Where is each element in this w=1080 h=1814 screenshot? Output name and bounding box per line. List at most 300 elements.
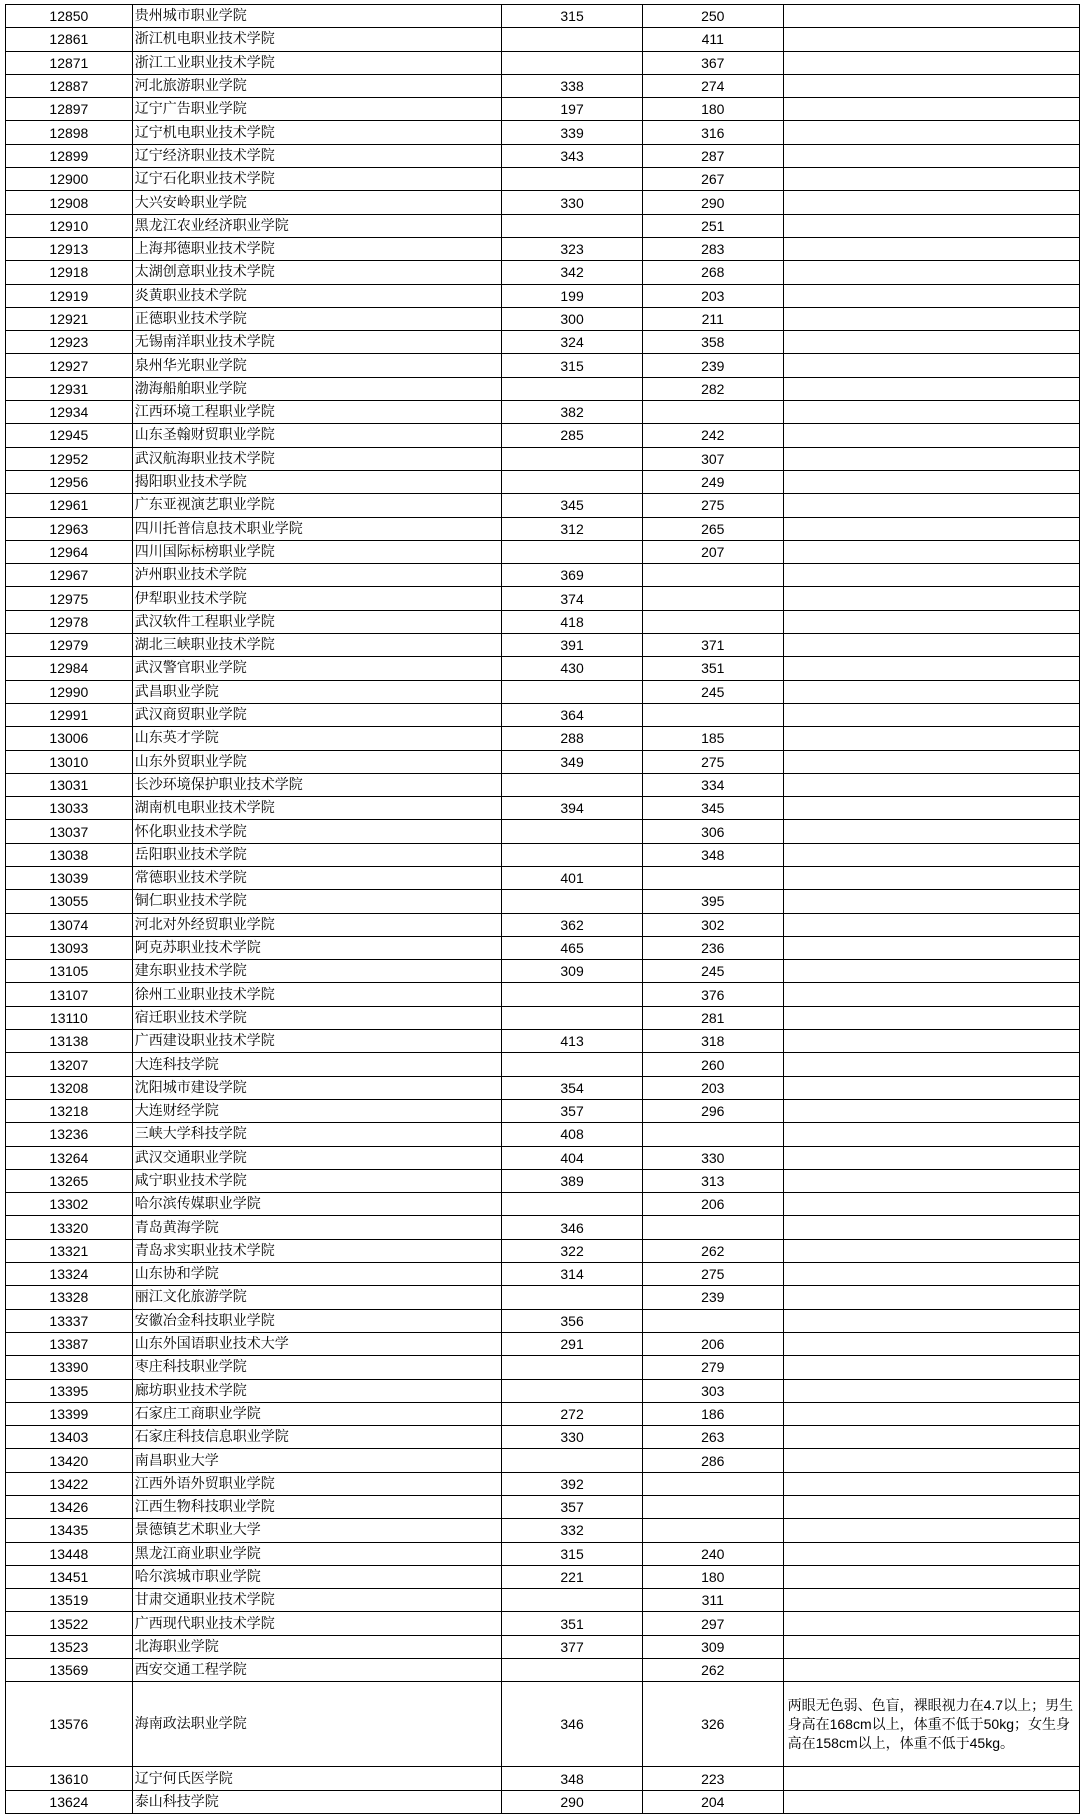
- score-2-cell: 239: [642, 354, 783, 377]
- score-2-cell: [642, 1216, 783, 1239]
- score-1-cell: [502, 28, 643, 51]
- score-2-cell: 240: [642, 1542, 783, 1565]
- score-1-cell: [502, 51, 643, 74]
- table-row: [6, 74, 1080, 97]
- school-name-cell: 建东职业技术学院: [132, 960, 501, 983]
- note-cell: [783, 913, 1079, 936]
- score-1-cell: 309: [502, 960, 643, 983]
- note-cell: [783, 773, 1079, 796]
- note-cell: [783, 261, 1079, 284]
- note-cell: [783, 936, 1079, 959]
- score-2-cell: 245: [642, 680, 783, 703]
- score-1-cell: 315: [502, 1542, 643, 1565]
- note-cell: [783, 1612, 1079, 1635]
- note-cell: [783, 191, 1079, 214]
- table-row: [6, 540, 1080, 563]
- school-name-cell: 山东外贸职业学院: [132, 750, 501, 773]
- school-name-cell: 丽江文化旅游学院: [132, 1286, 501, 1309]
- note-cell: [783, 1449, 1079, 1472]
- note-cell: [783, 1426, 1079, 1449]
- school-name-cell: 泸州职业技术学院: [132, 564, 501, 587]
- score-1-cell: 290: [502, 1790, 643, 1813]
- table-row: [6, 1146, 1080, 1169]
- note-cell: [783, 214, 1079, 237]
- score-2-cell: 268: [642, 261, 783, 284]
- note-cell: [783, 703, 1079, 726]
- note-cell: [783, 1659, 1079, 1682]
- score-2-cell: 283: [642, 237, 783, 260]
- score-1-cell: 345: [502, 494, 643, 517]
- score-1-cell: 314: [502, 1263, 643, 1286]
- score-2-cell: 265: [642, 517, 783, 540]
- school-code-cell: 12921: [6, 307, 133, 330]
- score-1-cell: 356: [502, 1309, 643, 1332]
- school-code-cell: 13074: [6, 913, 133, 936]
- school-code-cell: 13031: [6, 773, 133, 796]
- school-name-cell: 山东外国语职业技术大学: [132, 1332, 501, 1355]
- table-row: [6, 820, 1080, 843]
- score-1-cell: 408: [502, 1123, 643, 1146]
- score-1-cell: 394: [502, 797, 643, 820]
- school-name-cell: 沈阳城市建设学院: [132, 1076, 501, 1099]
- school-name-cell: 宿迁职业技术学院: [132, 1006, 501, 1029]
- table-row: [6, 843, 1080, 866]
- school-name-cell: 辽宁何氏医学院: [132, 1767, 501, 1790]
- table-row: [6, 1006, 1080, 1029]
- school-code-cell: 13320: [6, 1216, 133, 1239]
- school-code-cell: 13328: [6, 1286, 133, 1309]
- school-code-cell: 12913: [6, 237, 133, 260]
- school-name-cell: 浙江工业职业技术学院: [132, 51, 501, 74]
- table-row: [6, 1472, 1080, 1495]
- table-row: [6, 1309, 1080, 1332]
- school-name-cell: 大连财经学院: [132, 1099, 501, 1122]
- school-name-cell: 广西现代职业技术学院: [132, 1612, 501, 1635]
- school-name-cell: 正德职业技术学院: [132, 307, 501, 330]
- score-1-cell: 382: [502, 401, 643, 424]
- score-2-cell: 206: [642, 1332, 783, 1355]
- school-code-cell: 13403: [6, 1426, 133, 1449]
- score-2-cell: 267: [642, 168, 783, 191]
- score-1-cell: [502, 983, 643, 1006]
- score-2-cell: 306: [642, 820, 783, 843]
- table-row: [6, 1589, 1080, 1612]
- school-code-cell: 12861: [6, 28, 133, 51]
- table-row: [6, 1612, 1080, 1635]
- score-1-cell: 392: [502, 1472, 643, 1495]
- school-code-cell: 12963: [6, 517, 133, 540]
- score-2-cell: [642, 610, 783, 633]
- school-code-cell: 12975: [6, 587, 133, 610]
- school-name-cell: 江西环境工程职业学院: [132, 401, 501, 424]
- school-code-cell: 13038: [6, 843, 133, 866]
- school-name-cell: 河北旅游职业学院: [132, 74, 501, 97]
- school-code-cell: 13105: [6, 960, 133, 983]
- table-row: [6, 1565, 1080, 1588]
- score-1-cell: 364: [502, 703, 643, 726]
- table-row: [6, 261, 1080, 284]
- score-1-cell: 285: [502, 424, 643, 447]
- score-1-cell: 272: [502, 1402, 643, 1425]
- table-row: [6, 1542, 1080, 1565]
- table-row: [6, 1239, 1080, 1262]
- note-cell: [783, 494, 1079, 517]
- school-code-cell: 13337: [6, 1309, 133, 1332]
- score-1-cell: 197: [502, 98, 643, 121]
- score-2-cell: 275: [642, 1263, 783, 1286]
- score-1-cell: [502, 1053, 643, 1076]
- table-row: [6, 1263, 1080, 1286]
- note-cell: [783, 1519, 1079, 1542]
- school-name-cell: 岳阳职业技术学院: [132, 843, 501, 866]
- table-row: [6, 494, 1080, 517]
- table-row: [6, 1449, 1080, 1472]
- score-1-cell: 389: [502, 1169, 643, 1192]
- school-code-cell: 12979: [6, 634, 133, 657]
- score-1-cell: [502, 1193, 643, 1216]
- table-row: [6, 1496, 1080, 1519]
- table-row: [6, 1169, 1080, 1192]
- score-1-cell: 346: [502, 1682, 643, 1767]
- score-2-cell: 316: [642, 121, 783, 144]
- school-name-cell: 伊犁职业技术学院: [132, 587, 501, 610]
- score-2-cell: 250: [642, 5, 783, 28]
- table-row: [6, 1519, 1080, 1542]
- school-name-cell: 广西建设职业技术学院: [132, 1030, 501, 1053]
- school-name-cell: 山东协和学院: [132, 1263, 501, 1286]
- school-code-cell: 12918: [6, 261, 133, 284]
- table-row: [6, 424, 1080, 447]
- score-2-cell: 371: [642, 634, 783, 657]
- score-1-cell: 339: [502, 121, 643, 144]
- table-row: [6, 797, 1080, 820]
- note-cell: [783, 74, 1079, 97]
- table-row: [6, 750, 1080, 773]
- table-row: [6, 1286, 1080, 1309]
- score-1-cell: [502, 1006, 643, 1029]
- note-cell: [783, 168, 1079, 191]
- table-row: [6, 1030, 1080, 1053]
- school-code-cell: 12919: [6, 284, 133, 307]
- score-1-cell: [502, 447, 643, 470]
- score-1-cell: 354: [502, 1076, 643, 1099]
- table-row: [6, 727, 1080, 750]
- table-row: [6, 680, 1080, 703]
- table-row: [6, 983, 1080, 1006]
- school-code-cell: 13110: [6, 1006, 133, 1029]
- note-cell: [783, 237, 1079, 260]
- note-cell: [783, 1216, 1079, 1239]
- score-1-cell: 349: [502, 750, 643, 773]
- school-name-cell: 无锡南洋职业技术学院: [132, 331, 501, 354]
- score-1-cell: [502, 680, 643, 703]
- table-row: [6, 1356, 1080, 1379]
- note-cell: [783, 634, 1079, 657]
- table-row: [6, 237, 1080, 260]
- score-1-cell: 324: [502, 331, 643, 354]
- school-name-cell: 海南政法职业学院: [132, 1682, 501, 1767]
- school-name-cell: 泉州华光职业学院: [132, 354, 501, 377]
- note-cell: [783, 1030, 1079, 1053]
- score-1-cell: [502, 470, 643, 493]
- note-cell: [783, 750, 1079, 773]
- score-2-cell: 302: [642, 913, 783, 936]
- note-cell: [783, 1053, 1079, 1076]
- school-code-cell: 12927: [6, 354, 133, 377]
- table-row: [6, 1767, 1080, 1790]
- score-2-cell: 330: [642, 1146, 783, 1169]
- score-1-cell: [502, 773, 643, 796]
- score-2-cell: 223: [642, 1767, 783, 1790]
- score-2-cell: [642, 1123, 783, 1146]
- school-name-cell: 石家庄科技信息职业学院: [132, 1426, 501, 1449]
- note-cell: [783, 843, 1079, 866]
- score-2-cell: [642, 703, 783, 726]
- score-1-cell: 362: [502, 913, 643, 936]
- note-cell: [783, 447, 1079, 470]
- score-2-cell: 249: [642, 470, 783, 493]
- table-row: [6, 121, 1080, 144]
- score-table: [5, 4, 1080, 1814]
- note-cell: [783, 1790, 1079, 1813]
- score-1-cell: 369: [502, 564, 643, 587]
- table-row: [6, 447, 1080, 470]
- school-name-cell: 辽宁石化职业技术学院: [132, 168, 501, 191]
- school-name-cell: 辽宁经济职业技术学院: [132, 144, 501, 167]
- school-code-cell: 13208: [6, 1076, 133, 1099]
- school-name-cell: 广东亚视演艺职业学院: [132, 494, 501, 517]
- score-1-cell: [502, 540, 643, 563]
- table-row: [6, 1332, 1080, 1355]
- table-row: [6, 28, 1080, 51]
- table-row: [6, 144, 1080, 167]
- note-cell: [783, 1332, 1079, 1355]
- score-2-cell: 367: [642, 51, 783, 74]
- score-2-cell: [642, 1519, 783, 1542]
- score-1-cell: 323: [502, 237, 643, 260]
- score-1-cell: 401: [502, 866, 643, 889]
- school-name-cell: 山东圣翰财贸职业学院: [132, 424, 501, 447]
- school-name-cell: 四川国际标榜职业学院: [132, 540, 501, 563]
- score-2-cell: 203: [642, 1076, 783, 1099]
- school-name-cell: 揭阳职业技术学院: [132, 470, 501, 493]
- school-code-cell: 13006: [6, 727, 133, 750]
- school-code-cell: 12923: [6, 331, 133, 354]
- school-code-cell: 12850: [6, 5, 133, 28]
- school-code-cell: 13435: [6, 1519, 133, 1542]
- school-name-cell: 太湖创意职业技术学院: [132, 261, 501, 284]
- school-name-cell: 山东英才学院: [132, 727, 501, 750]
- score-1-cell: 288: [502, 727, 643, 750]
- note-cell: [783, 540, 1079, 563]
- note-cell: [783, 797, 1079, 820]
- school-code-cell: 12887: [6, 74, 133, 97]
- school-code-cell: 13523: [6, 1635, 133, 1658]
- school-name-cell: 南昌职业大学: [132, 1449, 501, 1472]
- table-row: [6, 1216, 1080, 1239]
- score-2-cell: 395: [642, 890, 783, 913]
- table-row: [6, 610, 1080, 633]
- note-cell: [783, 1239, 1079, 1262]
- score-2-cell: 313: [642, 1169, 783, 1192]
- school-name-cell: 哈尔滨城市职业学院: [132, 1565, 501, 1588]
- note-cell: [783, 307, 1079, 330]
- score-1-cell: [502, 890, 643, 913]
- table-row: [6, 214, 1080, 237]
- score-1-cell: 343: [502, 144, 643, 167]
- score-1-cell: 465: [502, 936, 643, 959]
- table-row: [6, 1682, 1080, 1767]
- school-code-cell: 13033: [6, 797, 133, 820]
- school-code-cell: 13055: [6, 890, 133, 913]
- table-row: [6, 866, 1080, 889]
- note-cell: [783, 1402, 1079, 1425]
- school-name-cell: 武汉软件工程职业学院: [132, 610, 501, 633]
- note-cell: [783, 121, 1079, 144]
- school-name-cell: 铜仁职业技术学院: [132, 890, 501, 913]
- note-cell: [783, 587, 1079, 610]
- table-row: [6, 960, 1080, 983]
- school-name-cell: 武汉警官职业学院: [132, 657, 501, 680]
- score-2-cell: 239: [642, 1286, 783, 1309]
- table-row: [6, 913, 1080, 936]
- table-row: [6, 517, 1080, 540]
- school-code-cell: 13399: [6, 1402, 133, 1425]
- note-cell: [783, 1099, 1079, 1122]
- school-name-cell: 怀化职业技术学院: [132, 820, 501, 843]
- score-1-cell: [502, 168, 643, 191]
- score-2-cell: [642, 564, 783, 587]
- score-2-cell: 287: [642, 144, 783, 167]
- score-2-cell: 297: [642, 1612, 783, 1635]
- school-code-cell: 12956: [6, 470, 133, 493]
- school-name-cell: 辽宁机电职业技术学院: [132, 121, 501, 144]
- school-code-cell: 12984: [6, 657, 133, 680]
- table-row: [6, 1099, 1080, 1122]
- table-row: [6, 634, 1080, 657]
- school-name-cell: 徐州工业职业技术学院: [132, 983, 501, 1006]
- score-1-cell: 418: [502, 610, 643, 633]
- score-1-cell: [502, 1379, 643, 1402]
- note-cell: [783, 1496, 1079, 1519]
- score-2-cell: 180: [642, 1565, 783, 1588]
- score-1-cell: [502, 843, 643, 866]
- school-name-cell: 常德职业技术学院: [132, 866, 501, 889]
- school-code-cell: 12991: [6, 703, 133, 726]
- score-2-cell: 286: [642, 1449, 783, 1472]
- score-1-cell: 330: [502, 1426, 643, 1449]
- school-name-cell: 黑龙江商业职业学院: [132, 1542, 501, 1565]
- note-cell: [783, 5, 1079, 28]
- score-2-cell: 185: [642, 727, 783, 750]
- score-2-cell: 211: [642, 307, 783, 330]
- school-name-cell: 贵州城市职业学院: [132, 5, 501, 28]
- school-code-cell: 12910: [6, 214, 133, 237]
- score-1-cell: [502, 377, 643, 400]
- table-row: [6, 890, 1080, 913]
- school-code-cell: 13010: [6, 750, 133, 773]
- school-code-cell: 13395: [6, 1379, 133, 1402]
- note-cell: [783, 1286, 1079, 1309]
- note-cell: [783, 866, 1079, 889]
- score-2-cell: 281: [642, 1006, 783, 1029]
- school-code-cell: 13390: [6, 1356, 133, 1379]
- table-row: [6, 1379, 1080, 1402]
- score-2-cell: 251: [642, 214, 783, 237]
- school-name-cell: 北海职业学院: [132, 1635, 501, 1658]
- note-cell: [783, 401, 1079, 424]
- score-2-cell: 275: [642, 750, 783, 773]
- school-name-cell: 湖北三峡职业技术学院: [132, 634, 501, 657]
- table-row: [6, 1123, 1080, 1146]
- score-2-cell: [642, 1496, 783, 1519]
- note-cell: [783, 470, 1079, 493]
- school-name-cell: 甘肃交通职业技术学院: [132, 1589, 501, 1612]
- school-name-cell: 武汉交通职业学院: [132, 1146, 501, 1169]
- school-code-cell: 12945: [6, 424, 133, 447]
- school-code-cell: 13138: [6, 1030, 133, 1053]
- note-cell: [783, 1169, 1079, 1192]
- school-name-cell: 三峡大学科技学院: [132, 1123, 501, 1146]
- table-row: [6, 1193, 1080, 1216]
- school-code-cell: 12899: [6, 144, 133, 167]
- school-name-cell: 廊坊职业技术学院: [132, 1379, 501, 1402]
- score-1-cell: 291: [502, 1332, 643, 1355]
- school-code-cell: 13569: [6, 1659, 133, 1682]
- note-cell: [783, 657, 1079, 680]
- school-code-cell: 13236: [6, 1123, 133, 1146]
- school-name-cell: 江西外语外贸职业学院: [132, 1472, 501, 1495]
- score-2-cell: 309: [642, 1635, 783, 1658]
- school-name-cell: 武汉商贸职业学院: [132, 703, 501, 726]
- school-code-cell: 13037: [6, 820, 133, 843]
- score-1-cell: [502, 1449, 643, 1472]
- score-2-cell: 180: [642, 98, 783, 121]
- school-name-cell: 江西生物科技职业学院: [132, 1496, 501, 1519]
- score-2-cell: 290: [642, 191, 783, 214]
- note-cell: [783, 820, 1079, 843]
- score-2-cell: 296: [642, 1099, 783, 1122]
- school-name-cell: 泰山科技学院: [132, 1790, 501, 1813]
- score-2-cell: 358: [642, 331, 783, 354]
- note-cell: [783, 983, 1079, 1006]
- school-code-cell: 13522: [6, 1612, 133, 1635]
- score-1-cell: 315: [502, 354, 643, 377]
- note-cell: [783, 98, 1079, 121]
- school-code-cell: 13451: [6, 1565, 133, 1588]
- score-2-cell: 351: [642, 657, 783, 680]
- score-2-cell: 318: [642, 1030, 783, 1053]
- score-1-cell: 315: [502, 5, 643, 28]
- note-cell: [783, 1589, 1079, 1612]
- school-name-cell: 湖南机电职业技术学院: [132, 797, 501, 820]
- note-cell: [783, 1565, 1079, 1588]
- school-code-cell: 13420: [6, 1449, 133, 1472]
- table-row: [6, 470, 1080, 493]
- note-cell: [783, 284, 1079, 307]
- school-name-cell: 炎黄职业技术学院: [132, 284, 501, 307]
- score-2-cell: 411: [642, 28, 783, 51]
- school-name-cell: 渤海船舶职业学院: [132, 377, 501, 400]
- table-row: [6, 307, 1080, 330]
- score-1-cell: 322: [502, 1239, 643, 1262]
- school-name-cell: 大兴安岭职业学院: [132, 191, 501, 214]
- score-2-cell: 376: [642, 983, 783, 1006]
- score-1-cell: [502, 214, 643, 237]
- score-1-cell: 430: [502, 657, 643, 680]
- table-row: [6, 587, 1080, 610]
- score-1-cell: 221: [502, 1565, 643, 1588]
